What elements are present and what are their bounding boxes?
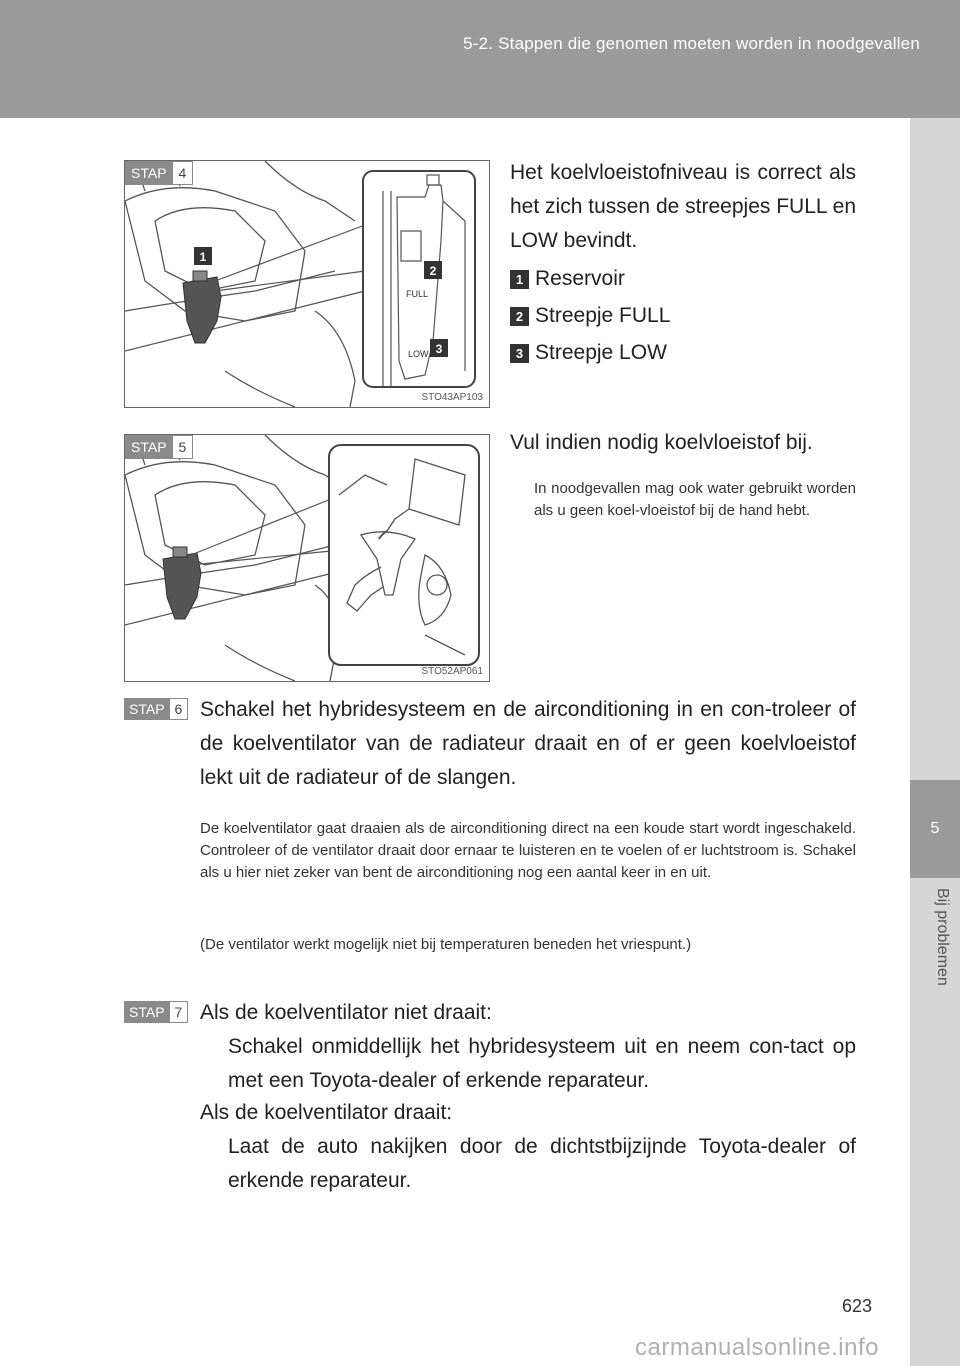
legend-label: Streepje FULL (535, 304, 671, 327)
step7-tag: STAP 7 (124, 1001, 188, 1023)
legend-label: Reservoir (535, 267, 625, 290)
legend-label: Streepje LOW (535, 341, 667, 364)
watermark: carmanualsonline.info (635, 1334, 879, 1361)
legend-item-1 (510, 264, 625, 294)
step4-text: Het koelvloeistofniveau is correct als het zich tussen de streepjes FULL en LOW bevindt. (510, 161, 856, 252)
legend-number: 1 (510, 270, 529, 289)
radiator-reservoir-illustration (125, 161, 489, 407)
step6-note-2: (De ventilator werkt mogelijk niet bij temperaturen beneden het vriespunt.) (200, 936, 692, 953)
legend-number: 3 (510, 344, 529, 363)
legend-number: 2 (510, 307, 529, 326)
step7-case2-title: Als de koelventilator draait: (200, 1101, 453, 1124)
callout-2: 2 (429, 264, 437, 278)
step5-text: Vul indien nodig koelvloeistof bij. (510, 431, 813, 454)
side-tab-number: 5 (910, 780, 960, 878)
step5-note: In noodgevallen mag ook water gebruikt worden als u geen koel-vloeistof bij de hand hebt. (534, 480, 856, 519)
refill-coolant-illustration (125, 435, 489, 681)
side-tab-label: Bij problemen (934, 888, 951, 986)
section-title: 5-2. Stappen die genomen moeten worden in noodgevallen (463, 34, 920, 53)
step5-figure (124, 434, 490, 682)
step5-tag: STAP 5 (125, 435, 193, 459)
callout-1: 1 (199, 250, 207, 264)
step7-case1-text: Schakel onmiddellijk het hybridesysteem uit en neem con-tact op met een Toyota-dealer of erkende reparateur. (228, 1035, 856, 1092)
step4-figure (124, 160, 490, 408)
step7-case2-text: Laat de auto nakijken door de dichtstbijzijnde Toyota-dealer of erkende reparateur. (228, 1135, 856, 1192)
side-tab (910, 118, 960, 1366)
step7-case1-title: Als de koelventilator niet draait: (200, 1001, 492, 1024)
gauge-full-label: FULL (406, 289, 429, 299)
page-number: 623 (842, 1296, 873, 1316)
step6-note: De koelventilator gaat draaien als de airconditioning direct na een koude start wordt ingeschakeld. Controleer of de ventilator draait door ernaar te luisteren en te voelen of er luchtstroom is. Schakel als u hier niet zeker van bent de airconditioning nog een aantal keer in en uit. (200, 820, 856, 881)
step4-tag: STAP 4 (125, 161, 193, 185)
figure-code: STO52AP061 (421, 666, 483, 677)
step6-tag: STAP 6 (124, 698, 188, 720)
legend-item-3 (510, 338, 667, 368)
page-header (0, 0, 960, 118)
figure-code: STO43AP103 (421, 392, 483, 403)
legend-item-2 (510, 301, 670, 331)
step6-text: Schakel het hybridesysteem en de airconditioning in en con-troleer of de koelventilator van de radiateur draait en of er geen koelvloeistof lekt uit de radiateur of de slangen. (200, 698, 856, 789)
gauge-low-label: LOW (408, 349, 429, 359)
callout-3: 3 (435, 342, 443, 356)
